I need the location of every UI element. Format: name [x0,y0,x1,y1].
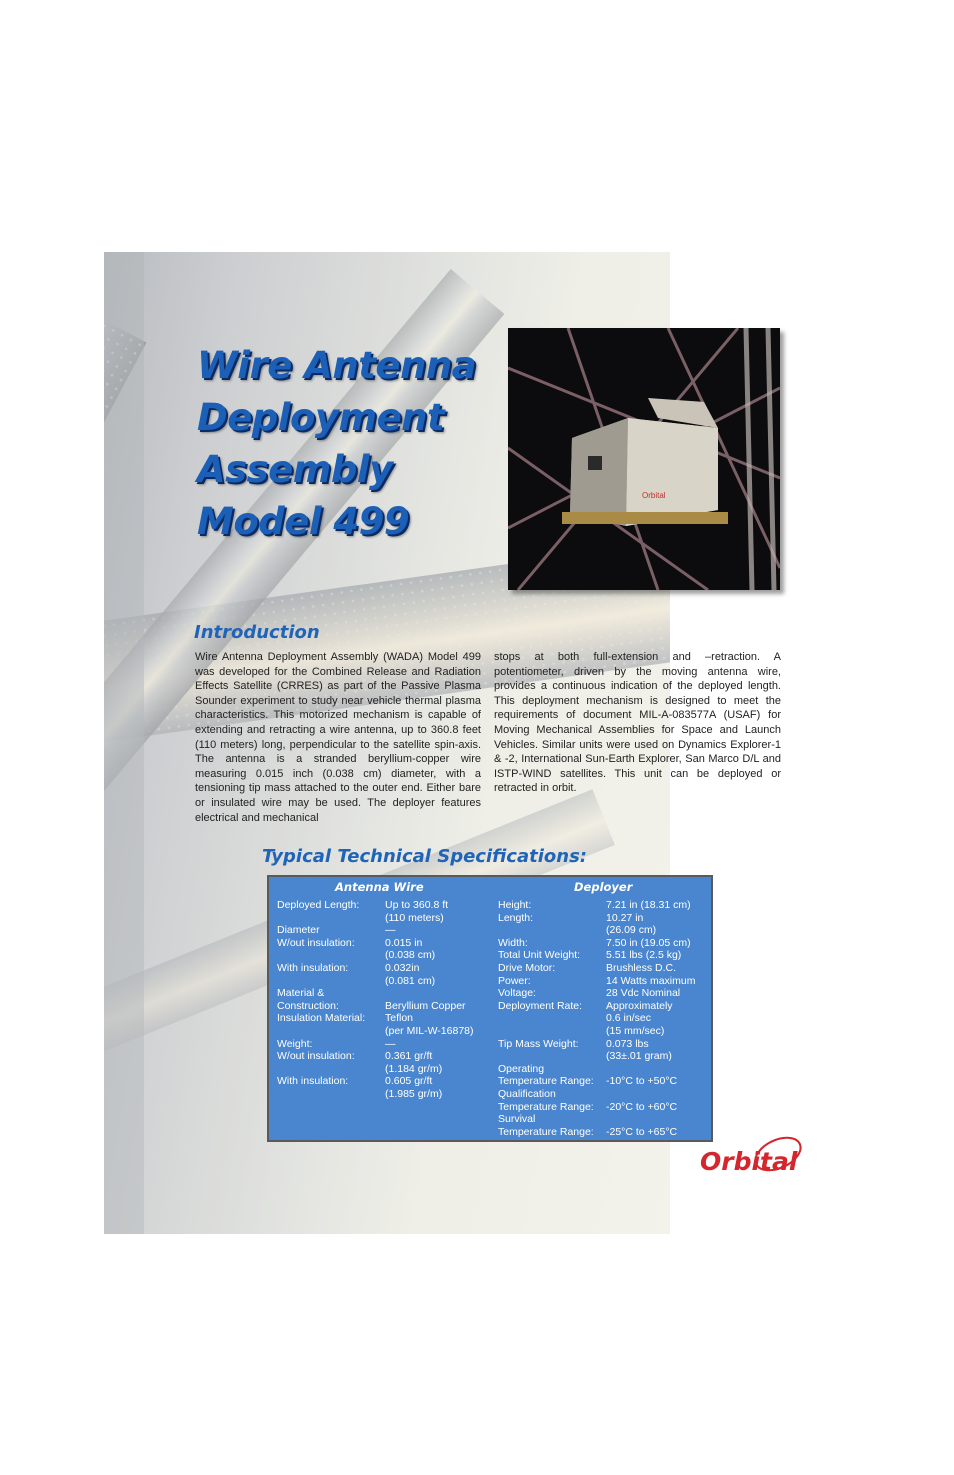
deployer-spec-label: Width: [498,936,528,949]
introduction-column-1: Wire Antenna Deployment Assembly (WADA) Model 499 was developed for the Combined Release and Radiation Effects Satellite (CRRES) as part of the Passive Plasma Sounder experiment to study near vehicle thermal plasma characteristics. This motorized mechanism is capable of extending and retracting a wire antenna, up to 360.8 feet (110 meters) long, perpendicular to the satellite spin-axis. The antenna is a stranded beryllium-copper wire measuring 0.015 inch (0.038 cm) diameter, with a tensioning tip mass attached to the outer end. Either bare or insulated wire may be used. The deployer features electrical and mechanical [195,651,481,824]
deployer-spec-label: Temperature Range: [498,1075,594,1088]
antenna_wire-spec-value: Beryllium Copper [385,999,466,1012]
introduction-heading: Introduction [194,622,320,643]
deployer-spec-value: -20°C to +60°C [606,1100,678,1113]
antenna_wire-spec-label: Diameter [277,924,320,937]
deployer-spec-label: Drive Motor: [498,962,556,974]
deployer-spec-label: Deployment Rate: [498,999,583,1012]
deployer-spec-value: 10.27 in [606,911,644,924]
page-title [197,340,476,548]
deployer-spec-value: Approximately [606,999,673,1012]
antenna_wire-spec-value: (1.184 gr/m) [385,1062,443,1075]
antenna-wire-header: Antenna Wire [335,880,424,894]
deployer-spec-value: 14 Watts maximum [606,974,696,987]
antenna_wire-spec-label: W/out insulation: [277,1050,355,1063]
antenna_wire-spec-value: (0.081 cm) [385,974,436,987]
deployer-spec-label: Survival [498,1113,536,1126]
antenna_wire-spec-value: (0.038 cm) [385,949,436,962]
deployer-spec-value: (15 mm/sec) [606,1025,665,1037]
svg-text:Orbital: Orbital [642,491,666,500]
title-line: Deployment [197,396,445,439]
antenna_wire-spec-value: — [385,1037,396,1050]
deployer-spec-value: 7.21 in (18.31 cm) [606,899,691,911]
antenna_wire-spec-value: — [385,924,396,937]
deployer-spec-value: Brushless D.C. [606,962,677,974]
introduction-column-2: stops at both full-extension and –retraction. A potentiometer, driven by the moving antenna wire, provides a continuous indication of the deployed length. This deployment mechanism is designed to meet the requirements of document MIL-A-083577A (USAF) for Moving Mechanical Assemblies for Space and Launch Vehicles. Similar units were used on Dynamics Explorer-1 & -2, International Sun-Earth Explorer, San Marco D/L and ISTP-WIND satellites. This unit can be deployed or retracted in orbit. [494,651,781,795]
deployer-spec-value: (33±.01 gram) [606,1050,672,1063]
deployer-spec-label: Qualification [498,1088,556,1100]
antenna_wire-spec-label: With insulation: [277,962,349,974]
antenna_wire-spec-value: 0.361 gr/ft [385,1050,433,1063]
antenna_wire-spec-value: (per MIL-W-16878) [385,1025,474,1037]
antenna_wire-spec-label: W/out insulation: [277,936,355,949]
deployer-spec-value: (26.09 cm) [606,924,657,937]
deployer-spec-value: 0.073 lbs [606,1037,649,1050]
deployer-spec-label: Length: [498,911,534,924]
specifications-table [267,875,713,1142]
deployer-header: Deployer [574,880,633,894]
deployer-spec-label: Temperature Range: [498,1125,594,1138]
product-photo [508,328,780,590]
title-line: Wire Antenna [197,344,477,387]
deployer-spec-value: 7.50 in (19.05 cm) [606,936,691,949]
orbital-logo [698,1132,816,1188]
antenna_wire-spec-value: 0.032in [385,962,420,974]
deployer-spec-label: Height: [498,899,532,911]
specifications-heading: Typical Technical Specifications: [262,846,587,867]
deployer-spec-label: Tip Mass Weight: [498,1037,579,1050]
deployer-spec-label: Temperature Range: [498,1100,594,1113]
title-line: Model 499 [197,500,410,543]
antenna_wire-spec-label: Construction: [277,999,339,1012]
antenna_wire-spec-value: 0.015 in [385,936,423,949]
deployer-spec-value: -10°C to +50°C [606,1075,678,1088]
antenna_wire-spec-label: With insulation: [277,1075,349,1088]
antenna_wire-spec-value: Teflon [385,1012,414,1025]
deployer-spec-label: Operating [498,1062,545,1075]
antenna_wire-spec-value: 0.605 gr/ft [385,1075,433,1088]
deployer-spec-value: 5.51 lbs (2.5 kg) [606,949,682,962]
title-line: Assembly [197,448,393,491]
antenna_wire-spec-label: Material & [277,987,325,1000]
antenna_wire-spec-label: Weight: [277,1037,313,1050]
antenna_wire-spec-value: (1.985 gr/m) [385,1088,443,1100]
antenna_wire-spec-value: (110 meters) [385,911,444,924]
deployer-spec-label: Voltage: [498,987,536,1000]
deployer-spec-label: Power: [498,974,531,987]
deployer-spec-value: -25°C to +65°C [606,1125,678,1138]
deployer-spec-label: Total Unit Weight: [498,949,581,962]
svg-text:Orbital: Orbital [700,1147,798,1176]
deployer-spec-value: 0.6 in/sec [606,1012,651,1025]
antenna_wire-spec-value: Up to 360.8 ft [385,899,449,911]
antenna_wire-spec-label: Insulation Material: [277,1012,366,1025]
antenna_wire-spec-label: Deployed Length: [277,899,360,911]
deployer-spec-value: 28 Vdc Nominal [606,987,681,1000]
